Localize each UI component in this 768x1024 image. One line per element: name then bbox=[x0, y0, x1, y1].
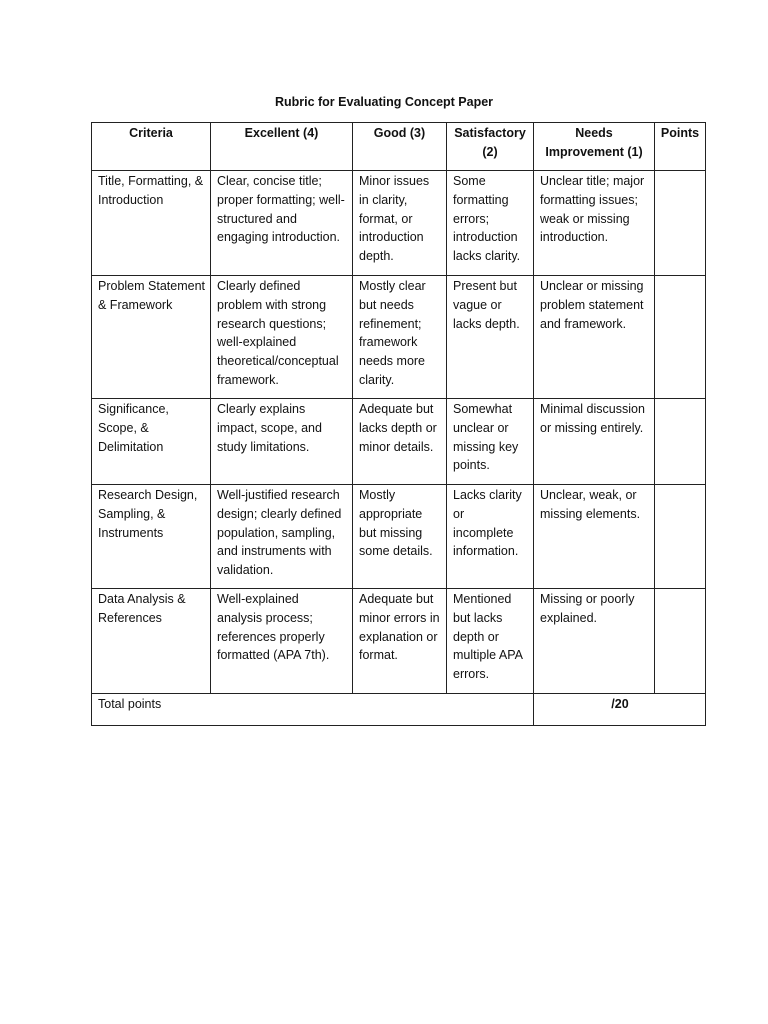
needs-improvement-cell: Unclear title; major formatting issues; weak or missing introduction. bbox=[534, 171, 655, 276]
satisfactory-cell: Present but vague or lacks depth. bbox=[447, 276, 534, 399]
header-satisfactory: Satisfactory (2) bbox=[447, 123, 534, 171]
criteria-cell: Research Design, Sampling, & Instruments bbox=[92, 485, 211, 589]
header-good: Good (3) bbox=[353, 123, 447, 171]
excellent-cell: Well-justified research design; clearly defined population, sampling, and instruments with validation. bbox=[211, 485, 353, 589]
needs-improvement-cell: Missing or poorly explained. bbox=[534, 589, 655, 694]
satisfactory-cell: Some formatting errors; introduction lacks clarity. bbox=[447, 171, 534, 276]
points-cell bbox=[655, 171, 706, 276]
good-cell: Mostly appropriate but missing some details. bbox=[353, 485, 447, 589]
table-row bbox=[92, 399, 706, 485]
excellent-cell: Well-explained analysis process; references properly formatted (APA 7th). bbox=[211, 589, 353, 694]
points-cell bbox=[655, 276, 706, 399]
header-criteria: Criteria bbox=[92, 123, 211, 171]
satisfactory-cell: Mentioned but lacks depth or multiple APA errors. bbox=[447, 589, 534, 694]
good-cell: Adequate but lacks depth or minor details. bbox=[353, 399, 447, 485]
table-row bbox=[92, 485, 706, 589]
header-points: Points bbox=[655, 123, 706, 171]
satisfactory-cell: Somewhat unclear or missing key points. bbox=[447, 399, 534, 485]
document-title: Rubric for Evaluating Concept Paper bbox=[274, 95, 494, 109]
points-cell bbox=[655, 399, 706, 485]
satisfactory-cell: Lacks clarity or incomplete information. bbox=[447, 485, 534, 589]
total-points-value: /20 bbox=[534, 694, 706, 726]
good-cell: Mostly clear but needs refinement; framework needs more clarity. bbox=[353, 276, 447, 399]
points-cell bbox=[655, 485, 706, 589]
header-row bbox=[92, 123, 706, 171]
criteria-cell: Significance, Scope, & Delimitation bbox=[92, 399, 211, 485]
total-points-label: Total points bbox=[92, 694, 534, 726]
excellent-cell: Clearly explains impact, scope, and study limitations. bbox=[211, 399, 353, 485]
excellent-cell: Clearly defined problem with strong research questions; well-explained theoretical/conceptual framework. bbox=[211, 276, 353, 399]
table-row bbox=[92, 276, 706, 399]
header-excellent: Excellent (4) bbox=[211, 123, 353, 171]
total-row bbox=[92, 694, 706, 726]
rubric-table bbox=[91, 122, 706, 726]
good-cell: Adequate but minor errors in explanation or format. bbox=[353, 589, 447, 694]
excellent-cell: Clear, concise title; proper formatting; well-structured and engaging introduction. bbox=[211, 171, 353, 276]
needs-improvement-cell: Unclear or missing problem statement and framework. bbox=[534, 276, 655, 399]
criteria-cell: Title, Formatting, & Introduction bbox=[92, 171, 211, 276]
needs-improvement-cell: Minimal discussion or missing entirely. bbox=[534, 399, 655, 485]
table-row bbox=[92, 171, 706, 276]
good-cell: Minor issues in clarity, format, or introduction depth. bbox=[353, 171, 447, 276]
criteria-cell: Problem Statement & Framework bbox=[92, 276, 211, 399]
header-needs-improvement: Needs Improvement (1) bbox=[534, 123, 655, 171]
criteria-cell: Data Analysis & References bbox=[92, 589, 211, 694]
needs-improvement-cell: Unclear, weak, or missing elements. bbox=[534, 485, 655, 589]
table-row bbox=[92, 589, 706, 694]
points-cell bbox=[655, 589, 706, 694]
